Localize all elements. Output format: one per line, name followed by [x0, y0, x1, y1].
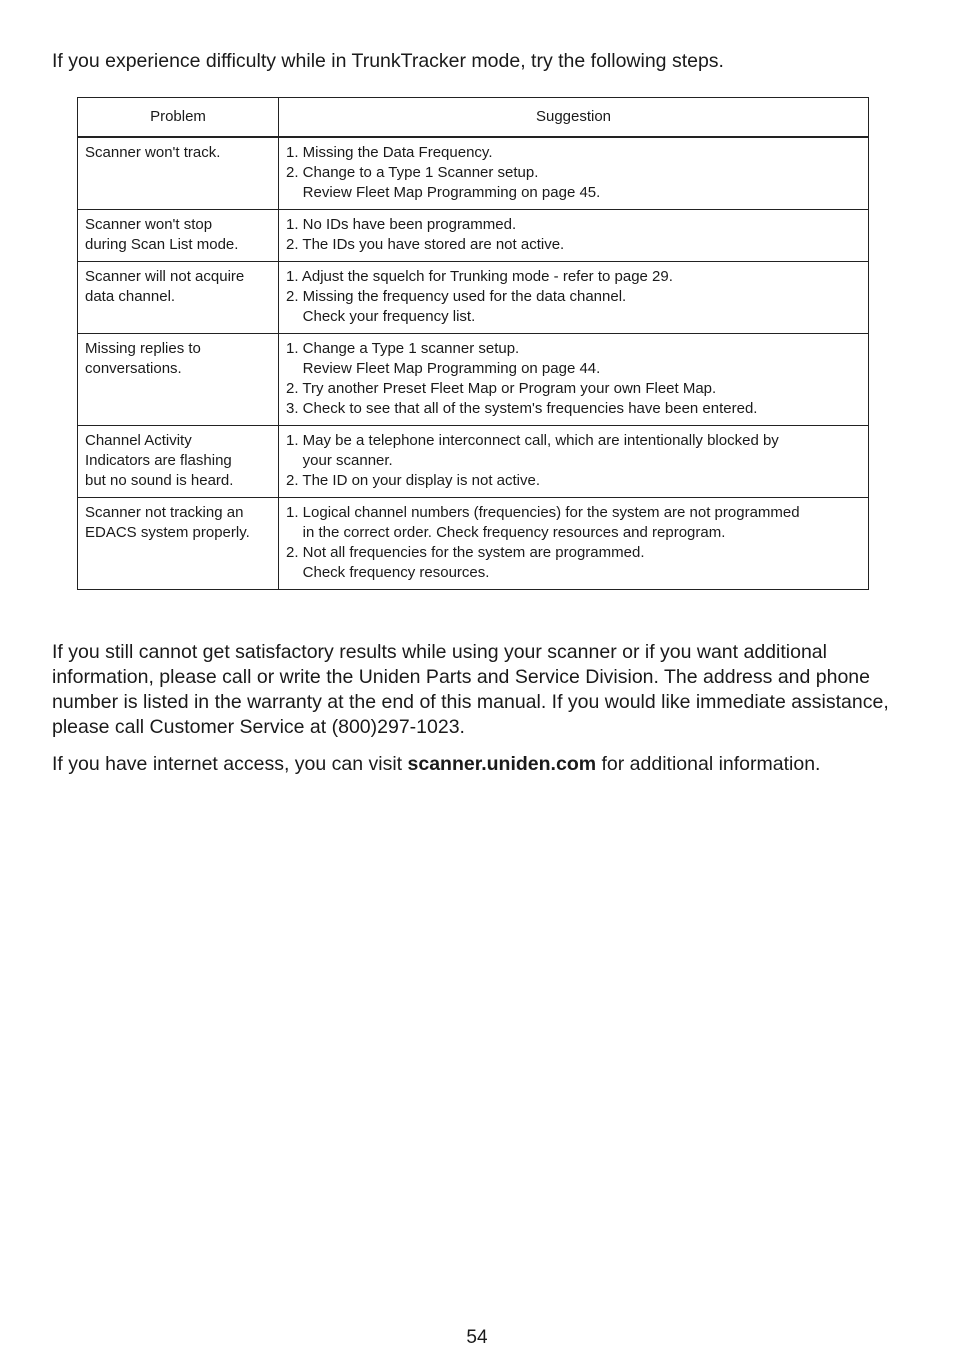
problem-line: Scanner won't track. — [85, 144, 221, 161]
suggestion-line: 1. May be a telephone interconnect call, which are intentionally blocked by — [286, 432, 779, 449]
suggestion-cell — [279, 210, 869, 262]
header-suggestion: Suggestion — [279, 98, 869, 138]
table-header-row — [78, 98, 869, 138]
problem-cell — [78, 426, 279, 498]
suggestion-line: 1. Change a Type 1 scanner setup. — [286, 340, 520, 357]
intro-text: If you experience difficulty while in TrunkTracker mode, try the following steps. — [52, 50, 724, 72]
table-row — [78, 334, 869, 426]
suggestion-line: 1. No IDs have been programmed. — [286, 216, 517, 233]
suggestion-cell — [279, 137, 869, 210]
problem-line: EDACS system properly. — [85, 524, 250, 541]
problem-cell — [78, 262, 279, 334]
suggestion-line: 1. Missing the Data Frequency. — [286, 144, 493, 161]
suggestion-line: Review Fleet Map Programming on page 45. — [286, 184, 601, 201]
web-paragraph — [52, 752, 922, 777]
suggestion-line: 2. The ID on your display is not active. — [286, 472, 541, 489]
problem-line: conversations. — [85, 360, 182, 377]
problem-line: Indicators are flashing — [85, 452, 232, 469]
problem-cell — [78, 210, 279, 262]
suggestion-line: 2. Try another Preset Fleet Map or Program your own Fleet Map. — [286, 380, 717, 397]
suggestion-cell — [279, 262, 869, 334]
closing-paragraph: If you still cannot get satisfactory results while using your scanner or if you want additional information, please call or write the Uniden Parts and Service Division. The address and phone number is listed in the warranty at the end of this manual. If you would like immediate assistance, please call Customer Service at (800)297-1023. — [52, 641, 889, 738]
suggestion-line: 2. The IDs you have stored are not active. — [286, 236, 565, 253]
suggestion-line: Check frequency resources. — [286, 564, 490, 581]
suggestion-line: 2. Not all frequencies for the system are programmed. — [286, 544, 645, 561]
web-text-after: for additional information. — [596, 753, 821, 775]
problem-line: Scanner won't stop — [85, 216, 213, 233]
suggestion-line: your scanner. — [286, 452, 393, 469]
suggestion-line: Review Fleet Map Programming on page 44. — [286, 360, 601, 377]
problem-cell — [78, 334, 279, 426]
table-row — [78, 210, 869, 262]
problem-cell — [78, 498, 279, 590]
problem-line: Scanner will not acquire — [85, 268, 245, 285]
problem-line: Missing replies to — [85, 340, 201, 357]
table-body — [78, 137, 869, 590]
problem-cell — [78, 137, 279, 210]
suggestion-line: in the correct order. Check frequency resources and reprogram. — [286, 524, 726, 541]
troubleshooting-table — [77, 97, 869, 590]
web-text-before: If you have internet access, you can visit — [52, 753, 408, 775]
suggestion-cell — [279, 334, 869, 426]
problem-line: Scanner not tracking an — [85, 504, 244, 521]
suggestion-cell — [279, 498, 869, 590]
suggestion-line: 2. Change to a Type 1 Scanner setup. — [286, 164, 539, 181]
table-row — [78, 498, 869, 590]
table-row — [78, 137, 869, 210]
page-number: 54 — [466, 1327, 488, 1348]
suggestion-line: 2. Missing the frequency used for the data channel. — [286, 288, 627, 305]
problem-line: during Scan List mode. — [85, 236, 239, 253]
suggestion-cell — [279, 426, 869, 498]
table-row — [78, 426, 869, 498]
problem-line: Channel Activity — [85, 432, 192, 449]
problem-line: data channel. — [85, 288, 176, 305]
header-problem: Problem — [78, 98, 279, 138]
suggestion-line: 1. Logical channel numbers (frequencies) for the system are not programmed — [286, 504, 800, 521]
website-link[interactable]: scanner.uniden.com — [407, 753, 597, 775]
suggestion-line: Check your frequency list. — [286, 308, 476, 325]
suggestion-line: 3. Check to see that all of the system's frequencies have been entered. — [286, 400, 758, 417]
problem-line: but no sound is heard. — [85, 472, 234, 489]
suggestion-line: 1. Adjust the squelch for Trunking mode - refer to page 29. — [286, 268, 673, 285]
table-row — [78, 262, 869, 334]
